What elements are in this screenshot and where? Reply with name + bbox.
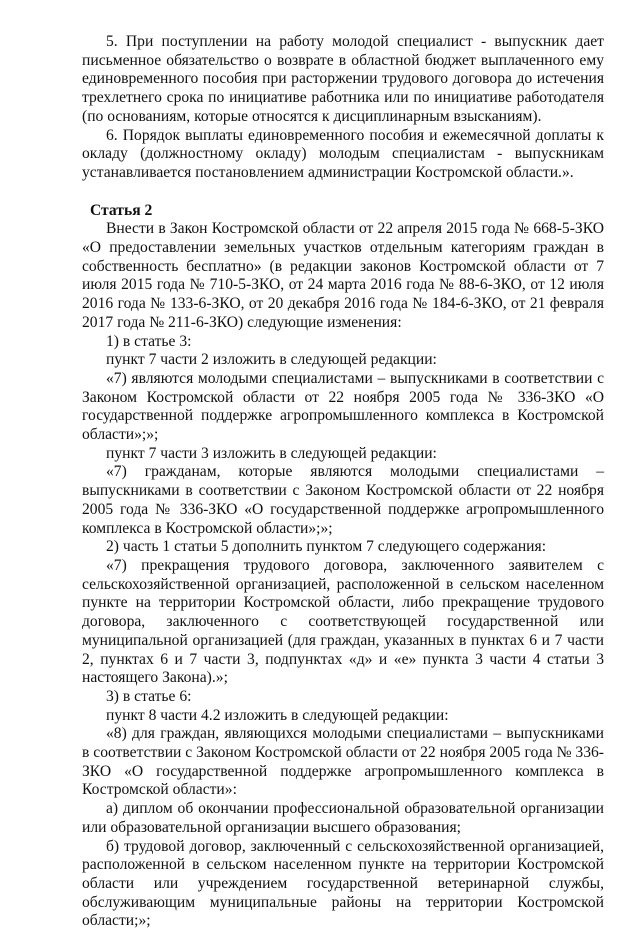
paragraph-subitem-a: а) диплом об окончании профессиональной образовательной организации или образовательной организации высшего образования; [82, 800, 604, 836]
paragraph-quote-7c: «7) прекращения трудового договора, заключенного заявителем с сельскохозяйственной организацией, расположенной в сельском населенном пункте на территории Костромской области, либо прекращение трудового договора, заключенного с соответствующей государственной или муниципальной организацией (для граждан, указанных в пунктах 6 и 7 части 2, пунктах 6 и 7 части 3, подпунктах «д» и «е» пункта 3 части 4 статьи 3 настоящего Закона).»; [82, 556, 604, 687]
paragraph-quote-7a: «7) являются молодыми специалистами – выпускниками в соответствии с Законом Костромской области от 22 ноября 2005 года № 336-ЗКО «О государственной поддержке агропромышленного комплекса в Костромской области»;»; [82, 369, 604, 444]
paragraph-quote-7b: «7) гражданам, которые являются молодыми специалистами – выпускниками в соответствии с Законом Костромской области от 22 ноября 2005 года № 336-ЗКО «О государственной поддержке агропромышленного комплекса в Костромской области»;»; [82, 463, 604, 537]
paragraph-point-7-part-2: пункт 7 части 2 изложить в следующей редакции: [106, 351, 437, 369]
paragraph-subitem-b: б) трудовой договор, заключенный с сельскохозяйственной организацией, расположенной в сельском населенном пункте на территории Костромской области или учреждением государственной ветеринарной службы, обслуживающим муниципальные районы на территории Костромской области;»; [82, 837, 604, 930]
document-body [82, 33, 604, 931]
paragraph-point-7-part-3: пункт 7 части 3 изложить в следующей редакции: [106, 444, 437, 462]
paragraph-list-3: 3) в статье 6: [106, 687, 192, 705]
section-spacer [82, 183, 604, 202]
paragraph-item-5: 5. При поступлении на работу молодой специалист - выпускник дает письменное обязательство о возврате в областной бюджет выплаченного ему единовременного пособия при расторжении трудового договора до истечения трехлетнего срока по инициативе работника или по инициативе работодателя (по основаниям, которые относятся к дисциплинарным взысканиям). [82, 33, 604, 125]
article-heading: Статья 2 [90, 201, 153, 219]
paragraph-amendment-intro: Внести в Закон Костромской области от 22 апреля 2015 года № 668-5-ЗКО «О предоставлении земельных участков отдельным категориям граждан в собственность бесплатно» (в редакции законов Костромской области от 7 июля 2015 года № 710-5-ЗКО, от 24 марта 2016 года № 88-6-ЗКО, от 12 июля 2016 года № 133-6-ЗКО, от 20 декабря 2016 года № 184-6-ЗКО, от 21 февраля 2017 года № 211-6-ЗКО) следующие изменения: [82, 220, 604, 331]
paragraph-list-1: 1) в статье 3: [106, 332, 192, 350]
paragraph-quote-8: «8) для граждан, являющихся молодыми специалистами – выпускниками в соответствии с Законом Костромской области от 22 ноября 2005 года № 336-ЗКО «О государственной поддержке агропромышленного комплекса в Костромской области»: [82, 725, 604, 799]
paragraph-item-6: 6. Порядок выплаты единовременного пособия и ежемесячной доплаты к окладу (должностному окладу) молодым специалистам - выпускникам устанавливается постановлением администрации Костромской области.». [82, 126, 604, 181]
paragraph-point-8: пункт 8 части 4.2 изложить в следующей редакции: [106, 706, 449, 724]
paragraph-list-2: 2) часть 1 статьи 5 дополнить пунктом 7 следующего содержания: [106, 538, 547, 556]
